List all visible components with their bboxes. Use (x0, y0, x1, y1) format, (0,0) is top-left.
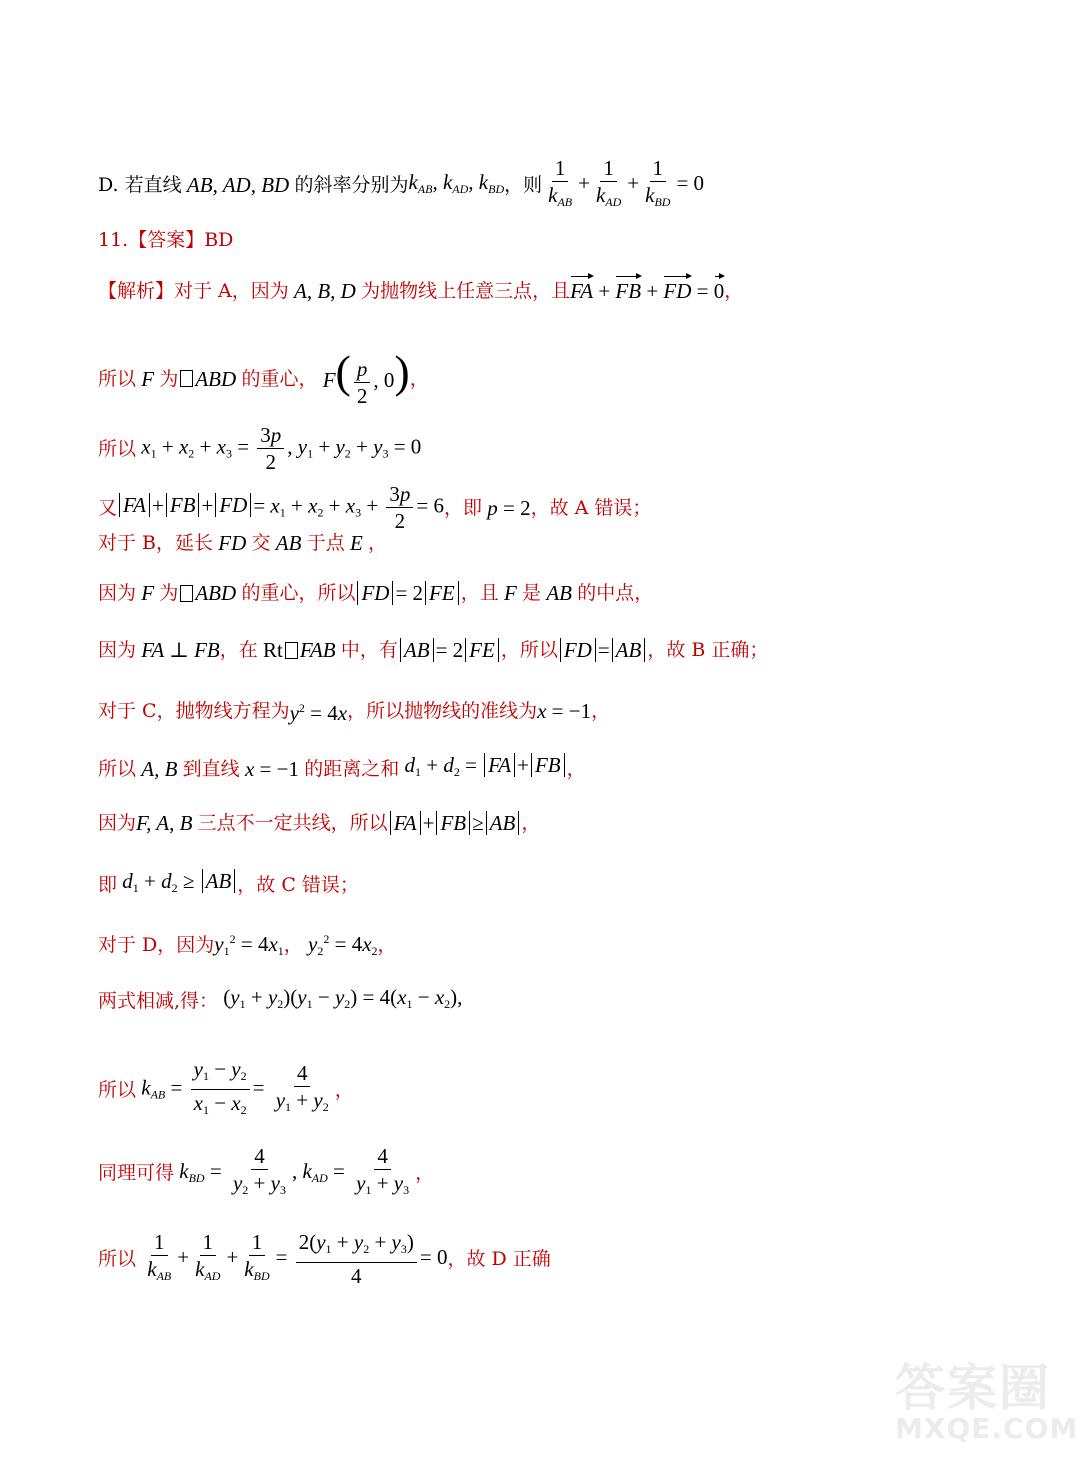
text: 是 (522, 582, 542, 604)
solution-line (98, 581, 653, 605)
math: $\frac{1}{k_{AB}}$ + $\frac{1}{k_{AD}}$ + $\frac{1}{k_{BD}}$ = 0 (548, 156, 705, 209)
text: ，故 B 正确； (647, 639, 769, 661)
text: 对于 A，因为 (174, 280, 289, 302)
text: 对于 B，延长 (98, 532, 214, 554)
triangle-glyph (180, 585, 193, 602)
text: ， (415, 1162, 435, 1184)
math: $d_1 + d_2$ = FA + FB (399, 753, 566, 784)
text: 为抛物线上任意三点，且 (361, 280, 571, 302)
text: 的距离之和 (304, 757, 400, 780)
math: Rt FAB (257, 638, 336, 662)
math: FD (213, 531, 252, 555)
answer-value: BD (204, 229, 234, 251)
text: 因为 (98, 582, 137, 604)
solution-line (98, 1143, 434, 1203)
triangle-glyph (180, 370, 193, 387)
text: ， (724, 280, 744, 302)
solution-line (98, 1229, 551, 1289)
text: ， (591, 699, 611, 722)
text: ，在 (219, 639, 258, 661)
text: ，故 A 错误； (530, 496, 652, 519)
watermark-url: MXQE.COM (895, 1412, 1079, 1445)
math: x = −1 (537, 698, 592, 723)
math: ABD (195, 581, 242, 605)
text: ，所以抛物线的准线为 (347, 699, 538, 722)
text: 到直线 (182, 757, 240, 780)
math: FA + FB ≥ AB (388, 811, 522, 835)
solution-line (98, 985, 462, 1016)
text: ，故 D 正确 (447, 1248, 551, 1270)
math: $y_1^2 = 4x_1$ (214, 932, 284, 958)
text: ， (368, 532, 388, 554)
text: 对于 D，因为 (98, 934, 215, 956)
math: FA + FB + FD = $x_1 + x_2 + x_3$ + $\frac{3p}{2}$ = 6 (117, 481, 444, 534)
math: FA ⊥ FB (136, 638, 220, 662)
text: 同理可得 (98, 1162, 175, 1184)
math: $k_{AB}$, $k_{AD}$, $k_{BD}$ (408, 169, 505, 196)
text: 为 (159, 582, 179, 604)
triangle-glyph (285, 642, 298, 659)
text: 两式相减,得： (98, 989, 219, 1012)
solution-line (98, 1056, 354, 1123)
text: 因为 (98, 812, 137, 834)
text: 所以 (98, 437, 137, 460)
text: 于点 (306, 532, 345, 554)
text: 的中点， (577, 582, 654, 604)
option-d-label: D. (98, 174, 119, 196)
text: 即 (98, 873, 118, 896)
text: 交 (251, 532, 271, 554)
math: FA + FB + FD = 0 (570, 279, 725, 303)
math: $x_1 + x_2 + x_3$ = $\frac{3p}{2}$ , $y_1 + y_2 + y_3 = 0$ (141, 423, 422, 474)
math: $y_2^2 = 4x_2$ (308, 932, 378, 958)
math: F (136, 366, 160, 391)
text: 所以 (98, 1248, 137, 1270)
option-d-text: 的斜率分别为 (294, 174, 409, 196)
option-d-text: ，则 (504, 174, 543, 196)
text: ， (566, 757, 586, 780)
answer-line (98, 228, 233, 252)
solution-line (98, 696, 610, 725)
solution-line (98, 531, 387, 555)
math: $d_1 + d_2$ ≥ AB (117, 869, 237, 900)
solution-line (98, 753, 586, 784)
text: 对于 C，抛物线方程为 (98, 699, 290, 722)
text: 因为 (98, 639, 137, 661)
math: F, A, B (136, 811, 198, 835)
math: $k_{BD}$ = $\frac{4}{y_2 + y_3}$ , $k_{AD}$ = $\frac{4}{y_1 + y_3}$ (179, 1144, 410, 1197)
math: F (498, 581, 523, 605)
math: $k_{AB}$ = $\frac{y_1 - y_2}{x_1 - x_2}$ = $\frac{4}{y_1 + y_2}$ (141, 1057, 329, 1117)
text: ， (334, 1078, 354, 1101)
math: ABD (195, 366, 242, 391)
watermark-text: 答案圈 (895, 1359, 1051, 1417)
text: 三点不一定共线，所以 (197, 812, 388, 834)
math: $y^2 = 4x$ (289, 701, 348, 725)
math: E (344, 531, 369, 555)
solution-line (98, 638, 768, 662)
answer-heading: 11.【答案】 (98, 229, 205, 251)
math: FD = 2 FE (355, 581, 460, 605)
math: A, B, D (288, 279, 362, 303)
text: ， (283, 934, 303, 956)
math: F (136, 581, 160, 605)
text: ，所以 (500, 639, 558, 661)
text: ， (521, 812, 541, 834)
text: 的重心，所以 (241, 582, 356, 604)
math: AB, AD, BD (181, 173, 295, 197)
solution-line (98, 279, 743, 303)
option-d-line (98, 155, 704, 215)
math: F( $\frac{p}{2}$ , 0) (322, 346, 410, 408)
math: $(y_1 + y_2)(y_1 - y_2) = 4(x_1 - x_2)$, (218, 985, 463, 1011)
text: 为 (159, 367, 179, 390)
solution-line (98, 811, 540, 835)
text: 所以 (98, 757, 137, 780)
text: 中，有 (340, 639, 398, 661)
text: 所以 (98, 1078, 137, 1101)
text: ，且 (460, 582, 499, 604)
solution-line (98, 481, 651, 534)
solution-line (98, 927, 397, 963)
text: ， (377, 934, 397, 956)
math: A, B (136, 756, 183, 781)
math: x = −1 (244, 756, 305, 781)
math: AB = 2 FE (398, 638, 501, 662)
text: 又 (98, 496, 118, 519)
solution-line (98, 422, 421, 475)
solution-line (98, 346, 429, 409)
option-d-text: 若直线 (124, 174, 182, 196)
math: $\frac{1}{k_{AB}}$ + $\frac{1}{k_{AD}}$ + $\frac{1}{k_{BD}}$ = $\frac{2(y_1 + y_2 + y_3)}{4}$ = 0 (147, 1230, 448, 1288)
text: ， (409, 367, 429, 390)
watermark-logo (895, 1359, 1079, 1447)
math: FD = AB (558, 638, 648, 662)
math: p = 2 (487, 495, 531, 520)
text: ，即 (444, 496, 483, 519)
text: 的重心， (241, 367, 318, 390)
math: AB (541, 581, 578, 605)
analysis-tag: 【解析】 (98, 280, 175, 302)
solution-line (98, 869, 359, 900)
text: ，故 C 错误； (237, 873, 359, 896)
math: AB (270, 531, 307, 555)
text: 所以 (98, 367, 137, 390)
